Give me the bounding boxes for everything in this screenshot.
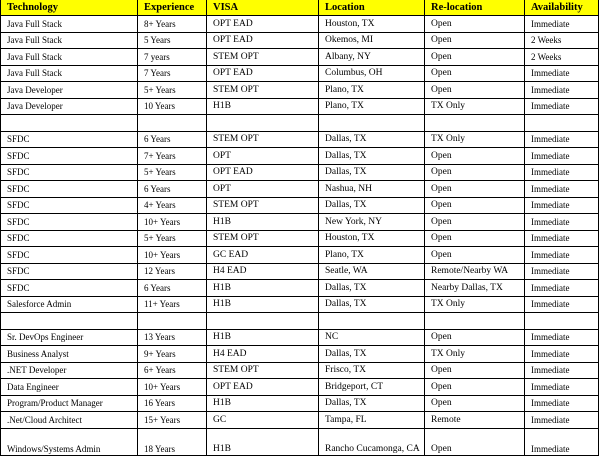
cell-location: Seatle, WA (319, 263, 425, 280)
cell-relocation: Open (425, 379, 525, 396)
table-body (1, 16, 599, 456)
cell-visa: STEM OPT (207, 49, 319, 66)
cell-experience: 10 Years (138, 98, 207, 115)
cell-location: Dallas, TX (319, 148, 425, 165)
column-header-experience: Experience (138, 0, 207, 16)
cell-availability: Immediate (525, 16, 599, 33)
cell-relocation: Nearby Dallas, TX (425, 280, 525, 297)
table-row (1, 65, 599, 82)
cell-availability: Immediate (525, 280, 599, 297)
cell-technology: Java Developer (1, 98, 138, 115)
empty-cell (138, 313, 207, 330)
cell-location: Okemos, MI (319, 32, 425, 49)
table-row (1, 280, 599, 297)
cell-availability: Immediate (525, 395, 599, 412)
table-row (1, 197, 599, 214)
empty-cell (1, 313, 138, 330)
cell-experience: 5 Years (138, 32, 207, 49)
cell-experience: 9+ Years (138, 346, 207, 363)
cell-availability: Immediate (525, 214, 599, 231)
cell-location: Dallas, TX (319, 280, 425, 297)
cell-experience: 10+ Years (138, 214, 207, 231)
cell-technology: Business Analyst (1, 346, 138, 363)
table-row (1, 148, 599, 165)
cell-location: New York, NY (319, 214, 425, 231)
column-header-technology: Technology (1, 0, 138, 16)
cell-relocation: Open (425, 16, 525, 33)
cell-location: Bridgeport, CT (319, 379, 425, 396)
empty-cell (425, 313, 525, 330)
table-row (1, 32, 599, 49)
cell-experience: 5+ Years (138, 230, 207, 247)
empty-cell (425, 115, 525, 132)
cell-location: Tampa, FL (319, 412, 425, 429)
cell-experience: 11+ Years (138, 296, 207, 313)
cell-relocation: Open (425, 181, 525, 198)
cell-visa: H1B (207, 395, 319, 412)
cell-availability: Immediate (525, 197, 599, 214)
cell-technology: SFDC (1, 164, 138, 181)
cell-relocation: Open (425, 197, 525, 214)
cell-technology: Data Engineer (1, 379, 138, 396)
cell-availability: Immediate (525, 131, 599, 148)
cell-technology: Salesforce Admin (1, 296, 138, 313)
table-row (1, 82, 599, 99)
blank-separator-row (1, 313, 599, 330)
cell-availability: Immediate (525, 164, 599, 181)
cell-relocation: Open (425, 49, 525, 66)
cell-relocation: Open (425, 214, 525, 231)
cell-visa: OPT EAD (207, 164, 319, 181)
cell-visa: H1B (207, 296, 319, 313)
cell-visa: STEM OPT (207, 82, 319, 99)
cell-visa: H1B (207, 428, 319, 455)
cell-experience: 16 Years (138, 395, 207, 412)
empty-cell (1, 115, 138, 132)
cell-relocation: Open (425, 247, 525, 264)
cell-visa: OPT (207, 148, 319, 165)
cell-availability: Immediate (525, 263, 599, 280)
cell-visa: STEM OPT (207, 131, 319, 148)
table-row (1, 247, 599, 264)
cell-availability: Immediate (525, 412, 599, 429)
cell-visa: STEM OPT (207, 230, 319, 247)
table-row (1, 98, 599, 115)
empty-cell (525, 115, 599, 132)
cell-visa: STEM OPT (207, 197, 319, 214)
cell-experience: 15+ Years (138, 412, 207, 429)
cell-relocation: Open (425, 395, 525, 412)
cell-availability: Immediate (525, 346, 599, 363)
table-row (1, 164, 599, 181)
table-row (1, 230, 599, 247)
cell-visa: GC (207, 412, 319, 429)
cell-technology: Java Full Stack (1, 49, 138, 66)
table-row (1, 395, 599, 412)
table-row (1, 214, 599, 231)
table-row (1, 131, 599, 148)
cell-availability: Immediate (525, 148, 599, 165)
cell-visa: GC EAD (207, 247, 319, 264)
cell-technology: SFDC (1, 148, 138, 165)
table-row (1, 379, 599, 396)
cell-relocation: TX Only (425, 346, 525, 363)
cell-visa: H1B (207, 214, 319, 231)
cell-experience: 8+ Years (138, 16, 207, 33)
cell-visa: H4 EAD (207, 263, 319, 280)
cell-relocation: Remote/Nearby WA (425, 263, 525, 280)
cell-technology: SFDC (1, 181, 138, 198)
cell-availability: Immediate (525, 82, 599, 99)
cell-experience: 13 Years (138, 329, 207, 346)
cell-availability: Immediate (525, 362, 599, 379)
cell-relocation: Open (425, 164, 525, 181)
cell-technology: SFDC (1, 197, 138, 214)
cell-visa: OPT EAD (207, 379, 319, 396)
cell-location: Rancho Cucamonga, CA (319, 428, 425, 455)
cell-technology: Java Full Stack (1, 16, 138, 33)
cell-technology: Program/Product Manager (1, 395, 138, 412)
cell-visa: STEM OPT (207, 362, 319, 379)
cell-technology: Java Full Stack (1, 32, 138, 49)
cell-location: Plano, TX (319, 98, 425, 115)
cell-technology: SFDC (1, 263, 138, 280)
table-row (1, 263, 599, 280)
cell-technology: SFDC (1, 247, 138, 264)
column-header-visa: VISA (207, 0, 319, 16)
cell-availability: 2 Weeks (525, 32, 599, 49)
cell-technology: SFDC (1, 280, 138, 297)
cell-experience: 7+ Years (138, 148, 207, 165)
cell-availability: Immediate (525, 379, 599, 396)
cell-technology: .NET Developer (1, 362, 138, 379)
cell-availability: Immediate (525, 98, 599, 115)
cell-experience: 6+ Years (138, 362, 207, 379)
cell-technology: SFDC (1, 214, 138, 231)
cell-relocation: TX Only (425, 98, 525, 115)
cell-relocation: TX Only (425, 296, 525, 313)
empty-cell (525, 313, 599, 330)
cell-technology: Sr. DevOps Engineer (1, 329, 138, 346)
column-header-location: Location (319, 0, 425, 16)
cell-technology: Windows/Systems Admin (1, 428, 138, 455)
cell-relocation: Open (425, 230, 525, 247)
cell-visa: OPT EAD (207, 65, 319, 82)
cell-location: Dallas, TX (319, 346, 425, 363)
table-row (1, 181, 599, 198)
table-row (1, 49, 599, 66)
table-row (1, 346, 599, 363)
table-row (1, 329, 599, 346)
cell-visa: H1B (207, 329, 319, 346)
empty-cell (138, 115, 207, 132)
cell-location: Dallas, TX (319, 197, 425, 214)
cell-location: Plano, TX (319, 82, 425, 99)
blank-separator-row (1, 115, 599, 132)
cell-relocation: Open (425, 362, 525, 379)
cell-relocation: Open (425, 148, 525, 165)
column-header-availability: Availability (525, 0, 599, 16)
cell-availability: Immediate (525, 247, 599, 264)
cell-location: Plano, TX (319, 247, 425, 264)
cell-relocation: Open (425, 329, 525, 346)
cell-experience: 4+ Years (138, 197, 207, 214)
cell-visa: OPT EAD (207, 16, 319, 33)
cell-location: Dallas, TX (319, 131, 425, 148)
cell-visa: H1B (207, 98, 319, 115)
cell-experience: 10+ Years (138, 247, 207, 264)
cell-availability: Immediate (525, 65, 599, 82)
cell-experience: 6 Years (138, 280, 207, 297)
cell-availability: Immediate (525, 296, 599, 313)
cell-relocation: Open (425, 82, 525, 99)
cell-experience: 18 Years (138, 428, 207, 455)
cell-experience: 5+ Years (138, 164, 207, 181)
cell-location: Frisco, TX (319, 362, 425, 379)
table-row (1, 362, 599, 379)
cell-technology: .Net/Cloud Architect (1, 412, 138, 429)
cell-location: Dallas, TX (319, 164, 425, 181)
cell-location: Nashua, NH (319, 181, 425, 198)
empty-cell (319, 313, 425, 330)
header-row (1, 0, 599, 16)
cell-availability: Immediate (525, 428, 599, 455)
cell-technology: SFDC (1, 131, 138, 148)
table-row (1, 296, 599, 313)
cell-availability: 2 Weeks (525, 49, 599, 66)
cell-visa: OPT EAD (207, 32, 319, 49)
cell-location: Albany, NY (319, 49, 425, 66)
table-row (1, 16, 599, 33)
cell-experience: 6 Years (138, 181, 207, 198)
cell-location: Dallas, TX (319, 395, 425, 412)
cell-relocation: Open (425, 65, 525, 82)
cell-experience: 6 Years (138, 131, 207, 148)
cell-visa: H1B (207, 280, 319, 297)
cell-technology: Java Full Stack (1, 65, 138, 82)
cell-visa: H4 EAD (207, 346, 319, 363)
empty-cell (207, 313, 319, 330)
table-row (1, 412, 599, 429)
cell-experience: 5+ Years (138, 82, 207, 99)
empty-cell (319, 115, 425, 132)
empty-cell (207, 115, 319, 132)
cell-relocation: TX Only (425, 131, 525, 148)
cell-visa: OPT (207, 181, 319, 198)
cell-experience: 7 years (138, 49, 207, 66)
cell-availability: Immediate (525, 181, 599, 198)
cell-experience: 10+ Years (138, 379, 207, 396)
cell-location: NC (319, 329, 425, 346)
cell-technology: SFDC (1, 230, 138, 247)
cell-availability: Immediate (525, 329, 599, 346)
cell-relocation: Open (425, 32, 525, 49)
cell-experience: 12 Years (138, 263, 207, 280)
cell-relocation: Open (425, 428, 525, 455)
cell-location: Houston, TX (319, 230, 425, 247)
cell-location: Houston, TX (319, 16, 425, 33)
cell-technology: Java Developer (1, 82, 138, 99)
cell-location: Columbus, OH (319, 65, 425, 82)
table-row (1, 428, 599, 455)
cell-relocation: Remote (425, 412, 525, 429)
cell-availability: Immediate (525, 230, 599, 247)
column-header-relocation: Re-location (425, 0, 525, 16)
cell-experience: 7 Years (138, 65, 207, 82)
cell-location: Dallas, TX (319, 296, 425, 313)
